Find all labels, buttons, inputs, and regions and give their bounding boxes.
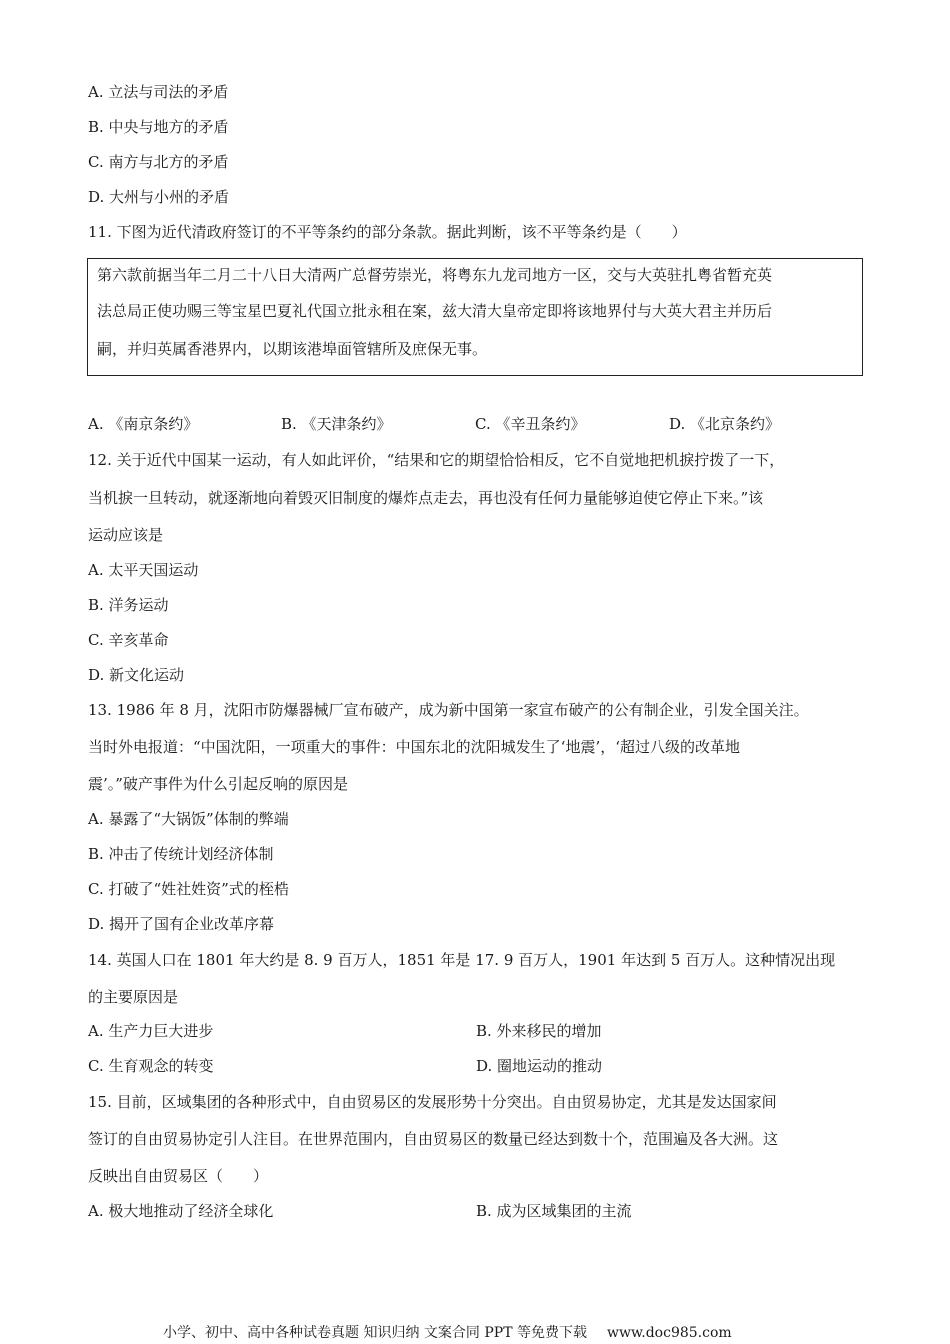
q11-quote-line-3: 嗣，并归英属香港界内，以期该港埠面管辖所及庶保无事。	[97, 340, 488, 358]
q13-stem-line-1: 13. 1986 年 8 月，沈阳市防爆器械厂宣布破产，成为新中国第一家宣布破产的公有制企业，引发全国关注。	[88, 701, 809, 719]
q11-option-d: D. 《北京条约》	[669, 415, 781, 433]
q13-stem-line-2: 当时外电报道：“中国沈阳，一项重大的事件：中国东北的沈阳城发生了‘地震’，‘超过八级的改革地	[88, 738, 740, 756]
q12-option-a: A. 太平天国运动	[88, 561, 199, 579]
q14-option-d: D. 圈地运动的推动	[476, 1057, 603, 1075]
q12-stem-line-1: 12. 关于近代中国某一运动，有人如此评价，“结果和它的期望恰恰相反，它不自觉地把机捩拧拨了一下，	[88, 451, 785, 469]
q13-option-c: C. 打破了“姓社姓资”式的桎梏	[88, 880, 289, 898]
q15-stem-line-2: 签订的自由贸易协定引人注目。在世界范围内，自由贸易区的数量已经达到数十个，范围遍及各大洲。这	[88, 1130, 779, 1148]
q11-option-c: C. 《辛丑条约》	[475, 415, 586, 433]
q12-option-c: C. 辛亥革命	[88, 631, 169, 649]
q11-option-b: B. 《天津条约》	[281, 415, 392, 433]
q13-option-b: B. 冲击了传统计划经济体制	[88, 845, 274, 863]
q12-stem-line-3: 运动应该是	[88, 526, 164, 544]
q11-quote-box	[87, 258, 863, 376]
q10-option-c: C. 南方与北方的矛盾	[88, 153, 229, 171]
q15-stem-line-1: 15. 目前，区域集团的各种形式中，自由贸易区的发展形势十分突出。自由贸易协定，尤其是发达国家间	[88, 1093, 777, 1111]
page-footer	[163, 1324, 732, 1342]
q11-quote-line-2: 法总局正使功赐三等宝星巴夏礼代国立批永租在案，兹大清大皇帝定即将该地界付与大英大君主并历后	[97, 302, 773, 320]
q11-stem: 11. 下图为近代清政府签订的不平等条约的部分条款。据此判断，该不平等条约是（ ）	[88, 223, 687, 241]
q15-stem-line-3: 反映出自由贸易区（ ）	[88, 1167, 269, 1185]
q14-option-c: C. 生育观念的转变	[88, 1057, 214, 1075]
q14-option-b: B. 外来移民的增加	[476, 1022, 602, 1040]
q12-option-d: D. 新文化运动	[88, 666, 185, 684]
q15-option-a: A. 极大地推动了经济全球化	[88, 1202, 274, 1220]
q12-stem-line-2: 当机捩一旦转动，就逐渐地向着毁灭旧制度的爆炸点走去，再也没有任何力量能够迫使它停止下来。”该	[88, 489, 764, 507]
q11-quote-line-1: 第六款前据当年二月二十八日大清两广总督劳崇光，将粤东九龙司地方一区，交与大英驻扎粤省暂充英	[97, 266, 773, 284]
q13-option-d: D. 揭开了国有企业改革序幕	[88, 915, 275, 933]
q14-stem-line-1: 14. 英国人口在 1801 年大约是 8. 9 百万人，1851 年是 17. 9 百万人，1901 年达到 5 百万人。这种情况出现	[88, 951, 836, 969]
q14-stem-line-2: 的主要原因是	[88, 988, 179, 1006]
q13-option-a: A. 暴露了“大锅饭”体制的弊端	[88, 810, 289, 828]
q10-option-a: A. 立法与司法的矛盾	[88, 83, 229, 101]
footer-text: 小学、初中、高中各种试卷真题 知识归纳 文案合同 PPT 等免费下载	[163, 1325, 587, 1341]
q13-stem-line-3: 震’。”破产事件为什么引起反响的原因是	[88, 775, 348, 793]
q10-option-b: B. 中央与地方的矛盾	[88, 118, 229, 136]
q11-option-a: A. 《南京条约》	[88, 415, 199, 433]
q15-option-b: B. 成为区域集团的主流	[476, 1202, 632, 1220]
q14-option-a: A. 生产力巨大进步	[88, 1022, 214, 1040]
q12-option-b: B. 洋务运动	[88, 596, 169, 614]
q10-option-d: D. 大州与小州的矛盾	[88, 188, 230, 206]
footer-url[interactable]: www.doc985.com	[606, 1325, 732, 1341]
